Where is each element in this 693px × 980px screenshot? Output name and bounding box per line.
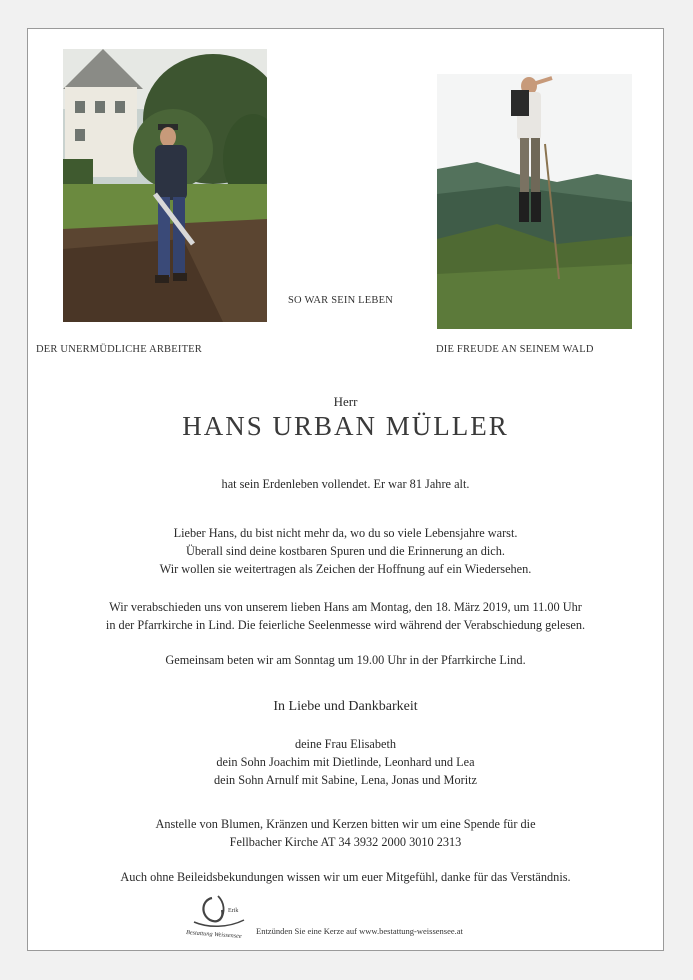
svg-text:Bestattung Weissensee: Bestattung Weissensee: [185, 929, 242, 940]
candle-link-text: Entzünden Sie eine Kerze auf www.bestattung-weissensee.at: [256, 926, 463, 936]
funeral-home-logo: [184, 892, 258, 940]
family-member: dein Sohn Arnulf mit Sabine, Lena, Jonas und Moritz: [214, 773, 477, 788]
photo-worker: [63, 49, 267, 322]
caption-life: SO WAR SEIN LEBEN: [288, 295, 394, 306]
obituary-card: [27, 28, 664, 951]
poem-line: Wir wollen sie weitertragen als Zeichen der Hoffnung auf ein Wiedersehen.: [159, 562, 532, 577]
caption-forest: DIE FREUDE AN SEINEM WALD: [436, 344, 594, 355]
poem-line: Überall sind deine kostbaren Spuren und die Erinnerung an dich.: [186, 544, 505, 559]
family-member: deine Frau Elisabeth: [294, 737, 397, 751]
poem-block: [28, 524, 663, 579]
intro-line: hat sein Erdenleben vollendet. Er war 81 Jahre alt.: [221, 477, 470, 491]
farewell-line: in der Pfarrkirche in Lind. Die feierliche Seelenmesse wird während der Verabschiedung gelesen.: [105, 618, 586, 633]
donation-line: Fellbacher Kirche AT 34 3932 2000 3010 2313: [229, 835, 462, 850]
closing-line: Auch ohne Beileidsbekundungen wissen wir um euer Mitgefühl, danke für das Verständnis.: [120, 870, 571, 884]
svg-text:Erik: Erik: [228, 908, 239, 914]
family-member: dein Sohn Joachim mit Dietlinde, Leonhard und Lea: [216, 755, 475, 770]
deceased-name: HANS URBAN MÜLLER: [182, 411, 509, 441]
donation-block: [28, 815, 663, 851]
gratitude-heading: In Liebe und Dankbarkeit: [273, 699, 418, 714]
honorific: Herr: [333, 394, 358, 409]
photo-forest: [437, 74, 632, 329]
farewell-line: Wir verabschieden uns von unserem lieben Hans am Montag, den 18. März 2019, um 11.00 Uhr: [109, 600, 582, 614]
poem-line: Lieber Hans, du bist nicht mehr da, wo du so viele Lebensjahre warst.: [173, 526, 518, 540]
prayer-line: Gemeinsam beten wir am Sonntag um 19.00 Uhr in der Pfarrkirche Lind.: [165, 653, 526, 667]
footer: [184, 892, 604, 942]
caption-worker: DER UNERMÜDLICHE ARBEITER: [36, 344, 202, 355]
family-block: [28, 735, 663, 790]
farewell-block: [28, 598, 663, 634]
donation-line: Anstelle von Blumen, Kränzen und Kerzen bitten wir um eine Spende für die: [155, 817, 536, 831]
